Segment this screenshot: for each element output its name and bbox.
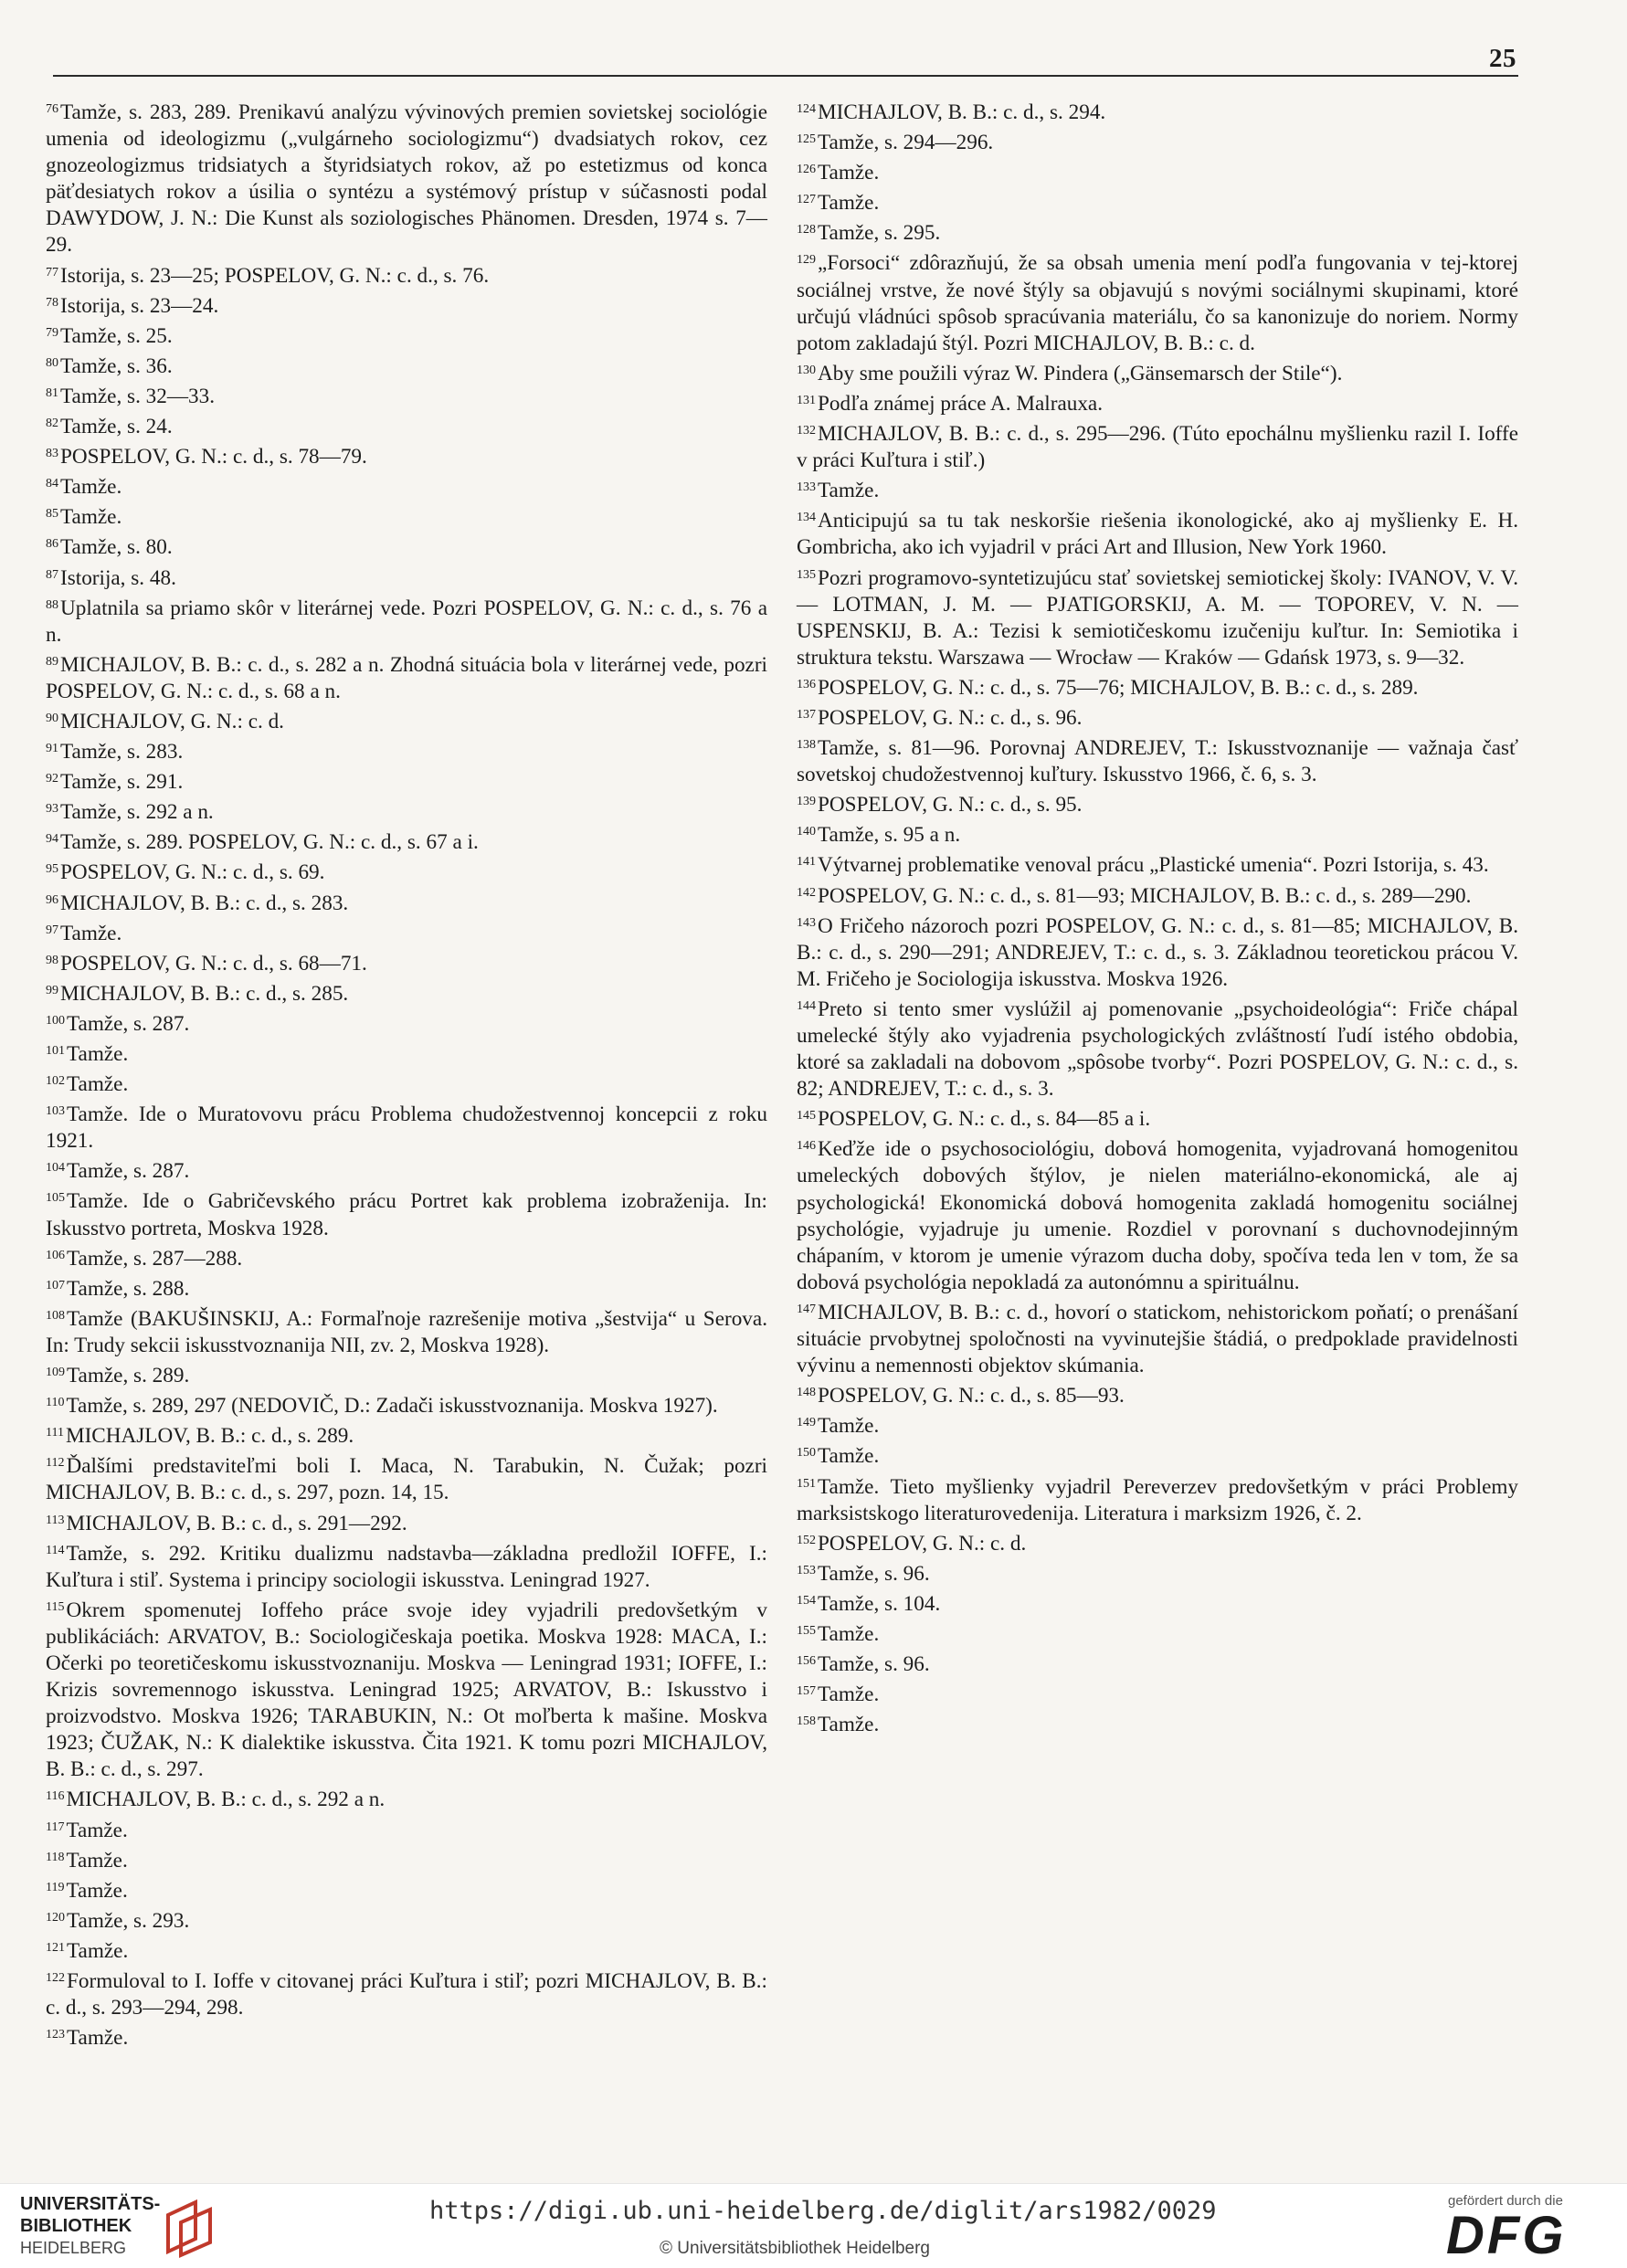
viewer-footer xyxy=(0,2183,1627,2268)
footnote-text: Tamže (BAKUŠINSKIJ, A.: Formaľnoje razrešenije motiva „šestvija“ u Serova. In: Trudy sekcii iskusstvoznanija NII, zv. 2, Moskva 1928). xyxy=(46,1306,767,1357)
footnote-number: 141 xyxy=(797,855,816,870)
footnote-number: 123 xyxy=(46,2028,65,2042)
footnote xyxy=(46,1450,767,1506)
footnote-text: Tamže, s. 295. xyxy=(818,221,941,246)
footnote xyxy=(797,1527,1518,1557)
footnote xyxy=(46,649,767,705)
footnote-text: Tamže, s. 25. xyxy=(60,323,173,348)
footnote-text: Tamže. Ide o Muratovovu prácu Problema chudožestvennoj koncepcii z roku 1921. xyxy=(46,1102,767,1154)
footnote-text: Tamže, s. 289. POSPELOV, G. N.: c. d., s. 67 a i. xyxy=(60,830,479,855)
footnote-text: POSPELOV, G. N.: c. d., s. 95. xyxy=(818,793,1083,818)
footnotes-left-column xyxy=(46,96,767,2052)
footnote-text: Tamže, s. 95 a n. xyxy=(818,823,961,848)
footnote xyxy=(797,732,1518,788)
footnote xyxy=(46,592,767,649)
footnote xyxy=(46,765,767,796)
footnote-text: Tamže, s. 104. xyxy=(818,1591,941,1616)
footnote-text: Uplatnila sa priamo skôr v literárnej vede. Pozri POSPELOV, G. N.: c. d., s. 76 a n. xyxy=(46,596,767,647)
footnote-text: Tamže. xyxy=(818,1713,880,1737)
footnote-number: 146 xyxy=(797,1139,816,1154)
library-emblem-icon xyxy=(159,2195,223,2259)
footnote xyxy=(46,320,767,350)
logo-text-line2: BIBLIOTHEK xyxy=(20,2216,132,2236)
footnote xyxy=(46,1874,767,1904)
footnote xyxy=(797,1618,1518,1648)
footnote xyxy=(46,350,767,380)
footnote xyxy=(46,1038,767,1068)
footnote-number: 89 xyxy=(46,654,58,669)
footnote-number: 104 xyxy=(46,1161,65,1176)
footnote-text: Tamže. xyxy=(67,1042,129,1066)
footnote-number: 110 xyxy=(46,1396,65,1410)
page-number: 25 xyxy=(1489,44,1516,73)
footnote xyxy=(46,259,767,290)
footnote-text: Tamže. xyxy=(67,1072,129,1097)
footnote xyxy=(46,380,767,410)
footnote xyxy=(46,1242,767,1272)
footnote-text: Tamže, s. 36. xyxy=(60,353,173,378)
footnote-text: Tamže, s. 80. xyxy=(60,535,173,560)
footnote-number: 116 xyxy=(46,1789,65,1804)
footnote-number: 100 xyxy=(46,1013,65,1028)
footnote-number: 78 xyxy=(46,295,58,310)
footnote-text: Tamže. xyxy=(66,1818,128,1842)
footnote-text: Tamže, s. 293. xyxy=(67,1908,190,1933)
footnote-text: Tamže. xyxy=(818,479,880,503)
footnote-number: 106 xyxy=(46,1248,65,1262)
footnote xyxy=(46,1359,767,1389)
footnote-text: Tamže. xyxy=(60,475,122,500)
footnote xyxy=(46,440,767,470)
footnote-text: Tamže, s. 287—288. xyxy=(67,1246,243,1271)
footnote xyxy=(46,1007,767,1038)
footnote xyxy=(46,1185,767,1241)
footnote xyxy=(46,1594,767,1784)
footnote xyxy=(797,1471,1518,1527)
permalink-url[interactable]: https://digi.ub.uni-heidelberg.de/diglit/ars1982/0029 xyxy=(429,2197,1217,2225)
footnote-number: 132 xyxy=(797,424,816,438)
footnote xyxy=(797,1102,1518,1133)
footnote xyxy=(797,788,1518,818)
footnote-text: Tamže, s. 292 a n. xyxy=(60,800,214,825)
footnote-number: 135 xyxy=(797,567,816,582)
footnote-number: 77 xyxy=(46,265,58,280)
footnote xyxy=(797,849,1518,879)
footnote-text: POSPELOV, G. N.: c. d., s. 81—93; MICHAJLOV, B. B.: c. d., s. 289—290. xyxy=(818,883,1472,908)
footnote-number: 149 xyxy=(797,1416,816,1430)
footnote-text: POSPELOV, G. N.: c. d., s. 85—93. xyxy=(818,1384,1125,1408)
footnote-text: Tamže, s. 24. xyxy=(60,415,173,439)
footnote xyxy=(46,96,767,259)
footnote-text: POSPELOV, G. N.: c. d., s. 69. xyxy=(60,860,325,885)
footnote xyxy=(797,156,1518,186)
footnote-number: 140 xyxy=(797,825,816,839)
footnote-text: POSPELOV, G. N.: c. d., s. 78—79. xyxy=(60,445,367,469)
footnote-text: MICHAJLOV, B. B.: c. d., s. 285. xyxy=(60,981,349,1006)
footnote-text: Istorija, s. 23—24. xyxy=(60,293,219,318)
funded-by-label: gefördert durch die xyxy=(1448,2193,1563,2209)
footnote-text: Tamže. Tieto myšlienky vyjadril Pereverzev predovšetkým v práci Problemy marksistskogo literaturovedenija. Literatura i marksizm 1926, č. 2. xyxy=(797,1474,1518,1525)
footnote-text: Ďalšími predstaviteľmi boli I. Maca, N. Tarabukin, N. Čužak; pozri MICHAJLOV, B. B.: c. d., s. 297, pozn. 14, 15. xyxy=(46,1454,767,1505)
footnote-number: 156 xyxy=(797,1654,816,1669)
footnote-text: MICHAJLOV, B. B.: c. d., s. 291—292. xyxy=(66,1511,407,1535)
footnote-number: 143 xyxy=(797,915,816,930)
footnote-number: 121 xyxy=(46,1940,65,1955)
footnote xyxy=(797,993,1518,1102)
footnote-number: 147 xyxy=(797,1302,816,1316)
footnote xyxy=(46,947,767,977)
footnote xyxy=(797,504,1518,561)
footnote-number: 155 xyxy=(797,1623,816,1638)
footnote xyxy=(797,701,1518,732)
footnote-number: 91 xyxy=(46,742,58,756)
footnote-number: 96 xyxy=(46,892,58,907)
header-rule xyxy=(53,75,1518,77)
footnote-number: 124 xyxy=(797,102,816,116)
footnote-number: 84 xyxy=(46,477,58,491)
footnote xyxy=(797,880,1518,910)
footnote-text: POSPELOV, G. N.: c. d., s. 75—76; MICHAJLOV, B. B.: c. d., s. 289. xyxy=(818,675,1419,700)
footnote xyxy=(46,705,767,735)
footnote xyxy=(46,1783,767,1813)
footnote-number: 83 xyxy=(46,447,58,461)
footnote xyxy=(46,501,767,531)
footnote-number: 120 xyxy=(46,1910,65,1925)
footnote xyxy=(46,1068,767,1098)
footnote xyxy=(46,826,767,856)
footnote xyxy=(797,474,1518,504)
footnote-text: Tamže, s. 289. xyxy=(67,1364,190,1388)
footnote-number: 105 xyxy=(46,1191,65,1206)
footnote-text: Tamže. xyxy=(60,921,122,945)
footnote-text: Tamže. Ide o Gabričevského prácu Portret kak problema izobraženija. In: Iskusstvo portreta, Moskva 1928. xyxy=(46,1189,767,1240)
footnote-text: MICHAJLOV, B. B.: c. d., s. 282 a n. Zhodná situácia bola v literárnej vede, pozri POSPELOV, G. N.: c. d., s. 68 a n. xyxy=(46,652,767,703)
footnote-number: 157 xyxy=(797,1684,816,1699)
footnote-text: Tamže. xyxy=(818,1683,880,1707)
footnote xyxy=(46,290,767,320)
footnote-number: 95 xyxy=(46,862,58,877)
footnote-text: Okrem spomenutej Ioffeho práce svoje idey vyjadrili predovšetkým v publikáciách: ARVATOV, B.: Sociologičeskaja poetika. Moskva 1928: MACA, I.: Očerki po teoretičeskomu iskusstvoznaniju. Moskva — Leningrad 1931; IOFFE, I.: Krizis sovremennogo iskusstva. Leningrad 1925; ARVATOV, B.: Iskusstvo i proizvodstvo. Moskva 1926; TARABUKIN, N.: Ot moľberta k mašine. Moskva 1923; ČUŽAK, N.: K dialektike iskusstva. Čita 1921. K tomu pozri MICHAJLOV, B. B.: c. d., s. 297. xyxy=(46,1598,767,1782)
footnote-text: Aby sme použili výraz W. Pindera („Gänsemarsch der Stile“). xyxy=(818,361,1343,385)
logo-text-line3: HEIDELBERG xyxy=(20,2239,127,2257)
footnote-text: MICHAJLOV, G. N.: c. d. xyxy=(60,709,284,733)
footnote-text: Podľa známej práce A. Malrauxa. xyxy=(818,391,1104,416)
footnote xyxy=(797,562,1518,671)
footnote-text: Tamže. xyxy=(66,1878,128,1903)
footnote-text: POSPELOV, G. N.: c. d., s. 96. xyxy=(818,705,1083,730)
footnote-text: Istorija, s. 48. xyxy=(60,565,176,590)
footnote-number: 139 xyxy=(797,795,816,809)
footnote xyxy=(797,910,1518,993)
footnote-number: 134 xyxy=(797,511,816,525)
footnote-text: MICHAJLOV, B. B.: c. d., hovorí o statickom, nehistorickom poňatí; o prenášaní situácie prvobytnej spoločnosti na vyvinutejšie štádiá, o predpoklade pravidelnosti vývinu a nemennosti objektov skúmania. xyxy=(797,1300,1518,1378)
footnote-number: 88 xyxy=(46,597,58,612)
footnote xyxy=(46,1814,767,1844)
footnote-number: 136 xyxy=(797,677,816,691)
footnote xyxy=(797,1133,1518,1296)
footnote xyxy=(797,1648,1518,1678)
footnote-number: 115 xyxy=(46,1599,65,1614)
footnote-number: 113 xyxy=(46,1513,65,1527)
footnote-text: Tamže. xyxy=(818,161,880,185)
footnote-number: 80 xyxy=(46,355,58,370)
footnote-number: 144 xyxy=(797,998,816,1013)
footnote xyxy=(797,1678,1518,1708)
footnote-number: 150 xyxy=(797,1446,816,1461)
footnote-number: 145 xyxy=(797,1109,816,1123)
footnote-text: Tamže, s. 81—96. Porovnaj ANDREJEV, T.: Iskusstvoznanije — važnaja časť sovetskoj chudožestvennoj kuľtury. Iskusstvo 1966, č. 6, s. 3. xyxy=(797,736,1518,787)
footnote-number: 76 xyxy=(46,102,58,116)
footnote xyxy=(797,1708,1518,1738)
footnote-number: 98 xyxy=(46,953,58,967)
footnote xyxy=(46,1537,767,1594)
footnote xyxy=(46,735,767,765)
footnote xyxy=(46,2021,767,2052)
footnote-text: Tamže, s. 96. xyxy=(818,1561,930,1586)
footnote-number: 107 xyxy=(46,1278,65,1292)
footnote-text: Pozri programovo-syntetizujúcu stať sovietskej semiotickej školy: IVANOV, V. V. — LOTMAN, J. M. — PJATIGORSKIJ, A. M. — TOPOREV, V. N. — USPENSKIJ, B. A.: Tezisi k semiotičeskomu izučeniju kuľtur. In: Semiotika i struktura tekstu. Warszawa — Wrocław — Kraków — Gdańsk 1973, s. 9—32. xyxy=(797,565,1518,670)
footnote-number: 86 xyxy=(46,537,58,552)
footnote xyxy=(46,470,767,501)
footnote-text: Tamže. xyxy=(67,1938,129,1963)
footnote-text: Istorija, s. 23—25; POSPELOV, G. N.: c. d., s. 76. xyxy=(60,263,490,288)
footnote xyxy=(797,671,1518,701)
footnote xyxy=(46,917,767,947)
footnote-text: POSPELOV, G. N.: c. d. xyxy=(818,1531,1027,1556)
footnote-number: 153 xyxy=(797,1563,816,1577)
footnote-text: Tamže, s. 283, 289. Prenikavú analýzu vývinových premien sovietskej sociológie umenia od ideologizmu („vulgárneho sociologizmu“) dvadsiatych rokov, cez gnozeologizmus tridsiatych a štyridsiatych rokov, až po estetizmus od konca päťdesiatych rokov a úsilia o syntézu a systémový prístup v súčasnosti podal DAWYDOW, J. N.: Die Kunst als soziologisches Phänomen. Dresden, 1974 s. 7—29. xyxy=(46,100,767,258)
footnote xyxy=(797,1557,1518,1588)
footnote xyxy=(797,186,1518,216)
footnote xyxy=(46,1272,767,1303)
footnote-text: POSPELOV, G. N.: c. d., s. 84—85 a i. xyxy=(818,1107,1151,1132)
footnote-text: Tamže, s. 294—296. xyxy=(818,131,994,155)
footnote-text: Keďže ide o psychosociológiu, dobová homogenita, vyjadrovaná homogenitou umeleckých dobových štýlov, je nielen materiálno-ekonomická, ale aj psychologická! Ekonomická dobová homogenita zakladá homogenitu sociálnej psychológie, vyjadruje ju umenie. Rozdiel v porovnaní s duchovnodejinným chápaním, v ktorom je umenie výrazom ducha doby, spočíva teda len v tom, že sa dobová psychológia nepokladá za autonómnu a spirituálnu. xyxy=(797,1137,1518,1294)
footnote-number: 101 xyxy=(46,1044,65,1058)
footnote xyxy=(46,1935,767,1965)
footnote xyxy=(46,562,767,592)
footnote-text: Tamže. xyxy=(818,1414,880,1439)
footnote-text: Tamže. xyxy=(818,191,880,216)
footnote-number: 137 xyxy=(797,707,816,722)
footnote xyxy=(797,247,1518,356)
footnote-text: Tamže, s. 291. xyxy=(60,770,184,795)
footnote-number: 129 xyxy=(797,253,816,268)
footnote xyxy=(46,1419,767,1450)
footnote-text: Tamže, s. 289, 297 (NEDOVIČ, D.: Zadači iskusstvoznanija. Moskva 1927). xyxy=(66,1394,718,1419)
footnote-text: MICHAJLOV, B. B.: c. d., s. 294. xyxy=(818,100,1106,124)
footnote-number: 92 xyxy=(46,772,58,786)
footnotes-right-column xyxy=(797,96,1518,1738)
footnote xyxy=(797,417,1518,474)
footnote xyxy=(46,1844,767,1874)
footnote-number: 127 xyxy=(797,193,816,207)
footnote xyxy=(797,387,1518,417)
dfg-logo[interactable]: DFG xyxy=(1446,2206,1567,2265)
footnote-number: 93 xyxy=(46,802,58,817)
footnote xyxy=(46,977,767,1007)
footnote-text: Výtvarnej problematike venoval prácu „Plastické umenia“. Pozri Istorija, s. 43. xyxy=(818,853,1489,878)
footnote-text: Tamže, s. 283. xyxy=(60,740,184,765)
footnote-text: Formuloval to I. Ioffe v citovanej práci Kuľtura i stiľ; pozri MICHAJLOV, B. B.: c. d., s. 293—294, 298. xyxy=(46,1969,767,2020)
footnote-number: 133 xyxy=(797,480,816,495)
library-logo[interactable] xyxy=(20,2193,230,2263)
footnote xyxy=(46,531,767,561)
footnote-text: Tamže. xyxy=(818,1621,880,1646)
footnote-text: Tamže, s. 32—33. xyxy=(60,384,216,408)
footnote-number: 154 xyxy=(797,1593,816,1608)
footnote-text: MICHAJLOV, B. B.: c. d., s. 283. xyxy=(60,891,349,915)
footnote-text: Tamže, s. 287. xyxy=(67,1011,190,1036)
footnote-text: POSPELOV, G. N.: c. d., s. 68—71. xyxy=(60,951,367,976)
footnote xyxy=(797,216,1518,247)
footnote-text: MICHAJLOV, B. B.: c. d., s. 292 a n. xyxy=(66,1788,386,1812)
footnote-number: 148 xyxy=(797,1386,816,1400)
footnote xyxy=(46,1904,767,1935)
footnote-number: 142 xyxy=(797,885,816,900)
footnote-number: 128 xyxy=(797,223,816,237)
footnote-number: 158 xyxy=(797,1714,816,1729)
footnote xyxy=(46,410,767,440)
footnote-number: 119 xyxy=(46,1880,65,1894)
footnote xyxy=(797,1379,1518,1409)
footnote-number: 94 xyxy=(46,832,58,847)
footnote xyxy=(797,1440,1518,1470)
footnote xyxy=(46,1303,767,1359)
footnote-number: 114 xyxy=(46,1543,65,1557)
footnote-number: 81 xyxy=(46,385,58,400)
footnote-number: 122 xyxy=(46,1971,65,1985)
footnote xyxy=(797,1409,1518,1440)
logo-text-line1: UNIVERSITÄTS- xyxy=(20,2194,161,2214)
footnote-number: 85 xyxy=(46,507,58,522)
footnote-number: 103 xyxy=(46,1104,65,1119)
footnote xyxy=(797,1588,1518,1618)
footnote-number: 82 xyxy=(46,417,58,431)
footnote-text: Preto si tento smer vyslúžil aj pomenovanie „psychoideológia“: Friče chápal umelecké štýly ako vyjadrenia psychologických zvláštností ľudí istého obdobia, ktoré sa zakladali na dobovom „spôsobe tvorby“. Pozri POSPELOV, G. N.: c. d., s. 82; ANDREJEV, T.: c. d., s. 3. xyxy=(797,997,1518,1102)
footnote-text: „Forsoci“ zdôrazňujú, že sa obsah umenia mení podľa fungovania v tej-ktorej sociálnej vrstve, že nové štýly sa objavujú s novými sociálnymi skupinami, ktoré určujú vládnúci spôsob spracúvania materiálu, čo sa kanonizuje do noriem. Normy potom zakladajú štýl. Pozri MICHAJLOV, B. B.: c. d. xyxy=(797,251,1518,355)
footnote-number: 108 xyxy=(46,1308,65,1323)
footnote xyxy=(797,1296,1518,1379)
footnote-text: Tamže, s. 96. xyxy=(818,1652,930,1677)
footnote-number: 126 xyxy=(797,163,816,177)
footnote-text: MICHAJLOV, B. B.: c. d., s. 295—296. (Túto epochálnu myšlienku razil I. Ioffe v práci Kuľtura i stiľ.) xyxy=(797,422,1518,473)
footnote-text: Tamže. xyxy=(818,1444,880,1469)
footnote-number: 79 xyxy=(46,325,58,340)
footnote-number: 97 xyxy=(46,923,58,937)
footnote-text: MICHAJLOV, B. B.: c. d., s. 289. xyxy=(65,1424,354,1449)
footnote-number: 111 xyxy=(46,1426,64,1440)
footnote-number: 117 xyxy=(46,1820,65,1834)
footnote xyxy=(797,357,1518,387)
footnote-number: 138 xyxy=(797,738,816,753)
copyright-notice: © Universitätsbibliothek Heidelberg xyxy=(660,2239,930,2258)
footnote xyxy=(797,126,1518,156)
footnote xyxy=(46,796,767,826)
footnote-number: 151 xyxy=(797,1476,816,1491)
footnote-number: 131 xyxy=(797,393,816,407)
footnote-text: Tamže. xyxy=(67,2026,129,2051)
footnote xyxy=(46,1098,767,1155)
footnote-text: Tamže, s. 288. xyxy=(67,1276,190,1301)
footnote-number: 90 xyxy=(46,711,58,725)
footnote-text: O Fričeho názoroch pozri POSPELOV, G. N.: c. d., s. 81—85; MICHAJLOV, B. B.: c. d., s. 290—291; ANDREJEV, T.: c. d., s. 3. Základnou teoretickou prácou V. M. Fričeho je Sociologija iskusstva. Moskva 1926. xyxy=(797,913,1518,991)
footnote-number: 112 xyxy=(46,1456,65,1471)
footnote-number: 102 xyxy=(46,1074,65,1089)
footnote-number: 109 xyxy=(46,1366,65,1380)
footnote-number: 152 xyxy=(797,1533,816,1547)
footnote-number: 118 xyxy=(46,1850,65,1864)
footnote xyxy=(797,818,1518,849)
footnote xyxy=(46,1155,767,1185)
footnote-number: 125 xyxy=(797,132,816,147)
footnote xyxy=(46,1389,767,1419)
footnote xyxy=(46,856,767,886)
footnote-text: Tamže, s. 287. xyxy=(67,1159,190,1184)
footnote xyxy=(46,1507,767,1537)
footnote-text: Anticipujú sa tu tak neskoršie riešenia ikonologické, ako aj myšlienky E. H. Gombricha, ako ich vyjadril v práci Art and Illusion, New York 1960. xyxy=(797,509,1518,560)
footnote-number: 87 xyxy=(46,567,58,582)
footnote-number: 130 xyxy=(797,363,816,377)
footnote-text: Tamže. xyxy=(60,505,122,530)
footnote-number: 99 xyxy=(46,983,58,997)
footnote xyxy=(46,1965,767,2021)
footnote xyxy=(46,887,767,917)
footnote-text: Tamže, s. 292. Kritiku dualizmu nadstavba—základna predložil IOFFE, I.: Kuľtura i stiľ. Systema i principy sociologii iskusstva. Leningrad 1927. xyxy=(46,1541,767,1592)
footnote-text: Tamže. xyxy=(66,1848,128,1872)
footnote xyxy=(797,96,1518,126)
